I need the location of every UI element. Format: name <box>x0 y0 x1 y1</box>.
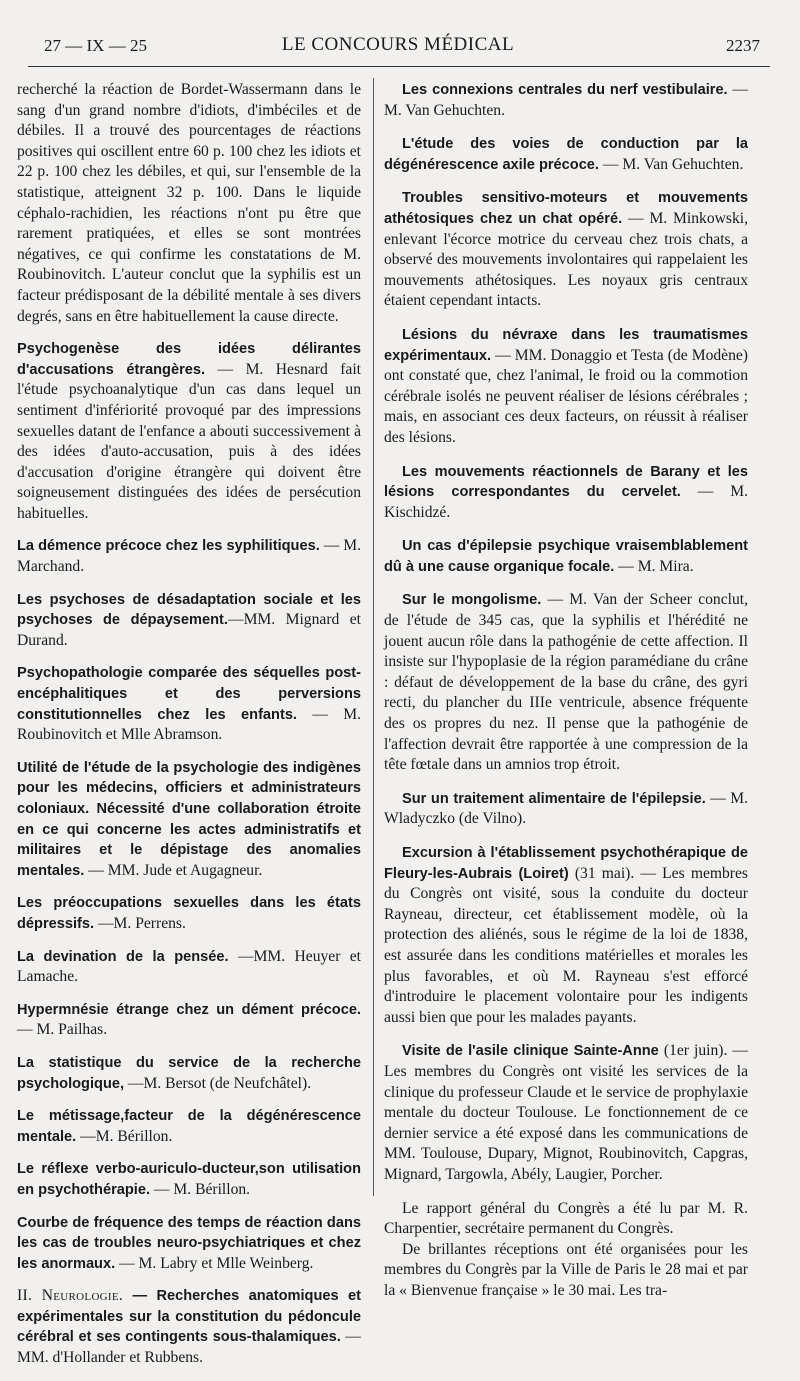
article-entry <box>17 1106 361 1147</box>
right-column <box>384 80 748 1301</box>
entry-title: Les psychoses de désadaptation sociale et les psychoses de dépaysement. <box>17 591 361 629</box>
header-date: 27 — IX — 25 <box>44 36 147 55</box>
article-entry <box>384 536 748 577</box>
entry-title: Les connexions centrales du nerf vestibulaire. <box>402 82 728 98</box>
article-entry <box>384 80 748 121</box>
right-closing-paragraph-1: Le rapport général du Congrès a été lu par M. R. Charpentier, secrétaire permanent du Congrès. <box>384 1199 748 1238</box>
entry-title: Excursion à l'établissement psychothérapique de Fleury-les-Aubrais (Loiret) <box>384 845 748 882</box>
header-rule <box>28 66 770 67</box>
article-entry <box>384 843 748 1028</box>
left-intro-paragraph: recherché la réaction de Bordet-Wassermann dans le sang d'un grand nombre d'idiots, d'imbéciles et de débiles. Il a trouvé des pourcentages de réactions positives qui oscillent entre 60 p. 100 chez les idiots et 22 p. 100 chez les débiles, et qui, sur l'ensemble de la statistique, atteignent 32 p. 100. Dans le liquide céphalo-rachidien, les réactions n'ont pu être que rarement pratiquées, et elles se sont montrées négatives, ce qui confirme les constatations de M. Roubinovitch. L'auteur conclut que la syphilis est un facteur prédisposant de la débilité mentale à ses divers degrés, sans en être habituellement la cause directe. <box>17 81 361 325</box>
entry-text: — M. Van Gehuchten. <box>384 81 749 119</box>
entry-title: Les préoccupations sexuelles dans les états dépressifs. <box>17 895 361 932</box>
entry-text: (31 mai). — Les membres du Congrès ont visité, sous la conduite du docteur Rayneau, directeur, cet établissement modèle, où la protection des aliénés, sous le régime de la loi de 1838, est assurée dans les conditions matérielles et morales les plus favorables, et où M. Rayneau s'est efforcé d'introduire le placement volontaire pour les indigents aussi bien que pour les malades payants. <box>384 864 748 1026</box>
column-divider <box>373 78 374 1196</box>
entry-text: —M. Bérillon. <box>76 1127 173 1145</box>
entry-text: — M. Bérillon. <box>150 1180 251 1198</box>
entry-text: — M. Marchand. <box>17 537 361 576</box>
article-entry <box>17 590 361 652</box>
entry-text: — M. Hesnard fait l'étude psychoanalytique d'un cas dans lequel un sentiment d'infériorité provoqué par des impressions sexuelles datant de l'enfance a abouti successivement à des idées d'auto-accusation, puis à des idées d'accusation d'origine étrangère qui doivent être soigneusement distinguées des idées de persécution habituelles. <box>17 360 361 522</box>
entry-text: — MM. Jude et Augagneur. <box>84 861 263 879</box>
article-entry <box>17 1213 361 1275</box>
article-entry <box>17 1000 361 1041</box>
running-header <box>28 32 768 62</box>
entry-title: Utilité de l'étude de la psychologie des indigènes pour les médecins, officiers et administrateurs coloniaux. Nécessité d'une collaboration étroite en ce qui concerne les actes administratifs et militaires et le dépistage des anomalies mentales. <box>17 759 361 879</box>
right-items <box>384 80 748 1186</box>
entry-text: — M. Roubinovitch et Mlle Abramson. <box>17 705 362 744</box>
section-lead: II. Neurologie. <box>17 1287 124 1305</box>
entry-text: —MM. Heuyer et Lamache. <box>17 947 362 986</box>
article-entry <box>384 462 748 524</box>
page-number: 2237 <box>726 36 760 55</box>
left-column <box>17 80 361 1381</box>
entry-title: Les mouvements réactionnels de Barany et les lésions correspondantes du cervelet. <box>384 463 748 501</box>
entry-text: (1er juin). — Les membres du Congrès ont visité les services de la clinique du professeur Claude et le service de prophylaxie mentale du docteur Toulouse. Le fonctionnement de ce dernier service a été exposé dans les communications de MM. Toulouse, Dupary, Mignot, Roubinovitch, Capgras, Mignard, Targowla, Abély, Laugier, Porcher. <box>384 1042 748 1183</box>
entry-text: — M. Van Gehuchten. <box>598 155 744 173</box>
article-entry <box>17 758 361 882</box>
entry-title: Lésions du névraxe dans les traumatismes expérimentaux. <box>384 326 748 364</box>
entry-title: Courbe de fréquence des temps de réaction dans les cas de troubles neuro-psychiatriques et chez les anormaux. <box>17 1214 361 1272</box>
entry-title: Sur le mongolisme. <box>402 592 542 609</box>
entry-title: Psychopathologie comparée des séquelles post-encéphalitiques et des perversions constitutionnelles chez les enfants. <box>17 665 361 723</box>
entry-title: Troubles sensitivo-moteurs et mouvements athétosiques chez un chat opéré. <box>384 190 748 227</box>
journal-title: LE CONCOURS MÉDICAL <box>281 34 515 55</box>
article-entry <box>384 789 748 830</box>
entry-title: Visite de l'asile clinique Sainte-Anne <box>402 1043 659 1060</box>
entry-title: Psychogenèse des idées délirantes d'accusations étrangères. <box>17 341 361 378</box>
entry-title: La devination de la pensée. <box>17 948 229 965</box>
article-entry <box>17 1286 361 1368</box>
entry-text: —MM. Mignard et Durand. <box>17 611 361 649</box>
entry-title: L'étude des voies de conduction par la dégénérescence axile précoce. <box>384 136 748 173</box>
entry-title: Hypermnésie étrange chez un dément précoce. <box>17 1001 361 1018</box>
article-entry <box>384 134 748 175</box>
entry-text: — M. Minkowski, enlevant l'écorce motrice du cerveau chez trois chats, a observé des mouvements involontaires qui rappelaient les mouvements athétosiques. Les noyaux gris centraux étaient cependant intacts. <box>384 209 749 310</box>
entry-text: — M. Pailhas. <box>17 1021 108 1039</box>
entry-text: — M. Mira. <box>614 557 694 575</box>
entry-text: — M. Van der Scheer conclut, de l'étude de 345 cas, que la syphilis et l'hérédité ne jouent aucun rôle dans la pathogénie de cette affection. Il insiste sur l'hypoplasie de la région paramédiane du crâne : défaut de développement de la base du crâne, des gyri recti, du plancher du IIIe ventricule, absence fréquente des os propres du nez. Il pense que la pathogénie de l'affection devrait être rapportée à une compression de la tête fœtale dans un amnios trop étroit. <box>384 591 748 774</box>
article-entry <box>17 947 361 988</box>
entry-text: —M. Bersot (de Neufchâtel). <box>124 1074 312 1092</box>
article-entry <box>384 590 748 775</box>
entry-text: — M. Kischidzé. <box>384 483 748 521</box>
article-entry <box>17 339 361 524</box>
article-entry <box>384 325 748 449</box>
entry-title: Sur un traitement alimentaire de l'épilepsie. <box>402 790 706 807</box>
article-entry <box>17 536 361 577</box>
entry-text: — MM. Donaggio et Testa (de Modène) ont constaté que, chez l'animal, le froid ou la commotion cérébrale isolés ne peuvent réaliser de lésions cérébrales ; mais, en associant ces deux facteurs, on réussit à réaliser des lésions. <box>384 346 748 446</box>
entry-title: Le métissage,facteur de la dégénérescence mentale. <box>17 1108 361 1145</box>
article-entry <box>384 1041 748 1185</box>
article-entry <box>17 663 361 745</box>
entry-title: Un cas d'épilepsie psychique vraisemblablement dû à une cause organique focale. <box>384 538 748 575</box>
entry-title: La statistique du service de la recherche psychologique, <box>17 1054 361 1092</box>
entry-text: — M. Labry et Mlle Weinberg. <box>115 1254 314 1272</box>
entry-title: La démence précoce chez les syphilitiques. <box>17 538 320 555</box>
article-entry <box>17 1159 361 1200</box>
right-closing-paragraph-2: De brillantes réceptions ont été organisées pour les membres du Congrès par la Ville de Paris le 28 mai et par la « Bienvenue française » le 30 mai. Les tra- <box>384 1240 748 1299</box>
entry-text: — M. Wladyczko (de Vilno). <box>384 789 748 828</box>
entry-title: — Recherches anatomiques et expérimentales sur la constitution du pédoncule cérébral et ses contingents sous-thalamiques. <box>17 1288 361 1346</box>
article-entry <box>17 893 361 934</box>
article-entry <box>384 188 748 312</box>
article-entry <box>17 1053 361 1094</box>
entry-text: — MM. d'Hollander et Rubbens. <box>17 1328 361 1367</box>
entry-title: Le réflexe verbo-auriculo-ducteur,son utilisation en psychothérapie. <box>17 1161 361 1198</box>
entry-text: —M. Perrens. <box>94 914 186 932</box>
left-items <box>17 339 361 1369</box>
